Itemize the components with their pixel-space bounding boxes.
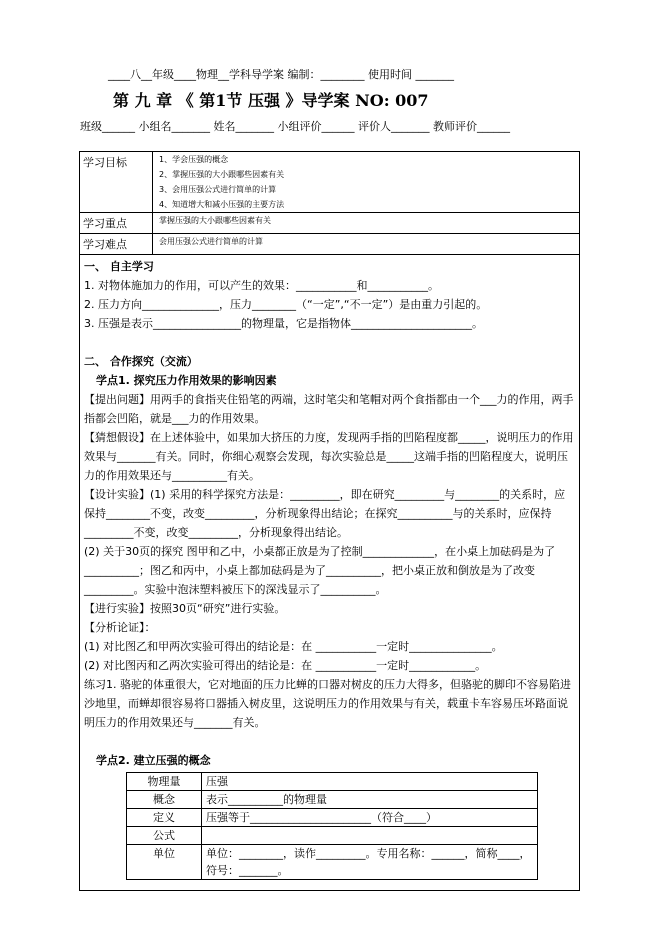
exercise: 练习1. 骆驼的体重很大，它对地面的压力比蝉的口器对树皮的压力大得多，但骆驼的脚印不容易陷进沙地里，而蝉却很容易将口器插入树皮里，这说明压力的作用效果与有关，载重卡车容易压坏路面说明压力的作用效果还与_______有关。 <box>84 678 571 729</box>
table-row: 公式 <box>127 827 538 845</box>
key-point-text: 掌握压强的大小跟哪些因素有关 <box>153 213 580 234</box>
study-point-heading: 学点1. 探究压力作用效果的影响因素 <box>96 374 277 387</box>
goals-label: 学习目标 <box>80 152 153 213</box>
question: 1. 对物体施加力的作用，可以产生的效果：___________和___________。 <box>84 279 439 292</box>
difficulty-text: 会用压强公式进行简单的计算 <box>153 234 580 255</box>
document-title: 第 九 章 《 第1节 压强 》导学案 NO: 007 <box>113 91 429 110</box>
goal-item: 4、知道增大和减小压强的主要方法 <box>159 200 285 209</box>
question: 3. 压强是表示________________的物理量，它是指物体______________________。 <box>84 317 483 330</box>
paragraph: (1) 对比图乙和甲两次实验可得出的结论是：在 ___________一定时_______________。 <box>84 640 503 653</box>
goal-item: 1、学会压强的概念 <box>159 155 229 164</box>
study-point-heading: 学点2. 建立压强的概念 <box>96 754 211 767</box>
key-point-label: 学习重点 <box>80 213 153 234</box>
self-study-heading: 一、 自主学习 <box>84 260 154 273</box>
student-info-line: 班级______ 小组名_______ 姓名_______ 小组评价______ 评价人_______ 教师评价______ <box>80 120 510 133</box>
paragraph: (2) 对比图丙和乙两次实验可得出的结论是：在 ___________一定时____________。 <box>84 659 487 672</box>
paragraph: 【提出问题】用两手的食指夹住铅笔的两端，这时笔尖和笔帽对两个食指都由一个___力的作用，两手指都会凹陷，就是___力的作用效果。 <box>84 393 574 425</box>
paragraph: 【设计实验】(1) 采用的科学探究方法是：_________，即在研究_________与________的关系时，应保持________不变，改变_________，分析现象得出结论；在探究__________与的关系时，应保持_________不变，改变_________，分析现象得出结论。 <box>84 488 566 539</box>
concept-table <box>126 772 538 880</box>
table-row: 定义 压强等于______________________（符合____） <box>127 809 538 827</box>
table-row: 物理量 压强 <box>127 773 538 791</box>
difficulty-label: 学习难点 <box>80 234 153 255</box>
question: 2. 压力方向______________，压力________（“一定”,“不一定”）是由重力引起的。 <box>84 298 488 311</box>
goals-list <box>153 152 580 213</box>
paragraph: 【分析论证】： <box>84 621 156 634</box>
goal-item: 3、会用压强公式进行简单的计算 <box>159 185 277 194</box>
table-row: 概念 表示__________的物理量 <box>127 791 538 809</box>
paragraph: 【进行实验】按照30页“研究”进行实验。 <box>84 602 286 615</box>
goal-item: 2、掌握压强的大小跟哪些因素有关 <box>159 170 285 179</box>
header-meta-line: ____八__年级____物理__学科导学案 编制：________ 使用时间 _______ <box>108 68 454 81</box>
study-table <box>79 151 580 891</box>
self-study-section <box>80 255 580 891</box>
paragraph: (2) 关于30页的探究 图甲和乙中，小桌都正放是为了控制_____________，在小桌上加砝码是为了__________；图乙和丙中，小桌上都加砝码是为了__________，把小桌正放和倒放是为了改变_________。实验中泡沫塑料被压下的深浅显示了__________。 <box>84 545 556 596</box>
paragraph: 【猜想假设】在上述体验中，如果加大挤压的力度，发现两手指的凹陷程度都_____，说明压力的作用效果与_______有关。同时，你细心观察会发现，每次实验总是_____这端手指的凹陷程度大，说明压力的作用效果还与__________有关。 <box>84 431 574 482</box>
table-row: 单位 单位：________，读作_________。专用名称：______，简称____，符号：_______。 <box>127 845 538 880</box>
coop-heading: 二、 合作探究（交流） <box>84 355 198 368</box>
